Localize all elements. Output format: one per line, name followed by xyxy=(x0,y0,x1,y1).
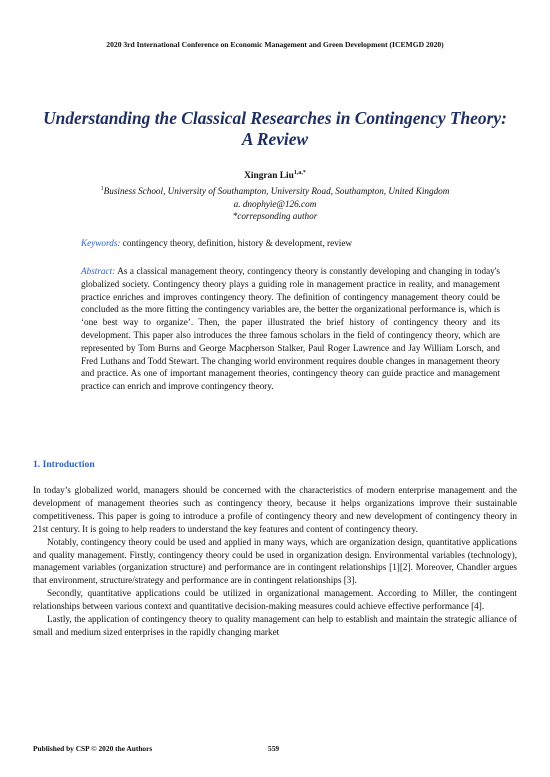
abstract-text: As a classical management theory, contingency theory is constantly developing and changing in today's globalized society. Contingency theory plays a guiding role in management practice in reality, and management practice enriches and improves contingency theory. The definition of contingency management theory could be concluded as the more fitting the contingency variables are, the better the organizational performance is, which is ‘one best way to organize’. Then, the paper illustrated the brief history of contingency theory and its development. This paper also introduces the three famous scholars in the field of contingency theory, which are represented by Tom Burns and George Macpherson Stalker, Paul Roger Lawrence and Jay William Lorsch, and Fred Luthans and Todd Stewart. The changing world environment requires double changes in management theory and practice. As one of important management theories, contingency theory can guide practice and management practice can enrich and improve contingency theory. xyxy=(81,266,500,392)
corresponding-note: *correpsonding author xyxy=(232,211,318,222)
abstract-label: Abstract: xyxy=(81,266,116,276)
affiliation-block xyxy=(0,183,550,223)
author-name: Xingran Liu xyxy=(244,171,294,182)
section-heading-introduction: 1. Introduction xyxy=(33,459,95,470)
page-number: 559 xyxy=(268,744,280,753)
body-paragraph: Secondly, quantitative applications could be utilized in organizational management. According to Miller, the contingent relationships between various context and quantitative decision-making measures could achieve effective performance [4]. xyxy=(33,588,517,612)
body-paragraph: Notably, contingency theory could be used and applied in many ways, which are organization design, quantitative applications and quality management. Firstly, contingency theory could be used in organization design. Environmental variables (technology), management variables (organization structure) and performance are in contingent relationships [1][2]. Moreover, Chandler argues that environment, structure/strategy and performance are in contingent relationships [3]. xyxy=(33,536,517,586)
paper-title: Understanding the Classical Researches in Contingency Theory: A Review xyxy=(43,108,507,149)
affiliation-superscript: 1 xyxy=(100,186,104,192)
keywords-label: Keywords: xyxy=(81,238,121,248)
affiliation-line xyxy=(0,183,550,198)
body-paragraph: In today’s globalized world, managers should be concerned with the characteristics of modern enterprise management and the development of management theories such as contingency theory, because it helps organizations improve their sustainable competitiveness. This paper is going to introduce a profile of contingency theory and new development of contingency theory in 21st century. It is going to help readers to understand the key features and content of contingency theory. xyxy=(33,485,517,534)
keywords-text: contingency theory, definition, history & development, review xyxy=(122,238,353,248)
abstract-block xyxy=(81,265,500,393)
author-superscript: 1,a,* xyxy=(293,170,306,176)
affiliation-text: Business School, University of Southampton, University Road, Southampton, United Kingdom xyxy=(103,186,450,197)
keywords-line xyxy=(81,238,501,248)
author-line xyxy=(0,170,550,181)
conference-header: 2020 3rd International Conference on Economic Management and Green Development (ICEMGD 2020) xyxy=(106,40,444,49)
introduction-body xyxy=(33,484,517,639)
publisher-footer: Published by CSP © 2020 the Authors xyxy=(33,744,153,753)
author-email: a. dnophyie@126.com xyxy=(233,198,317,209)
body-paragraph: Lastly, the application of contingency theory to quality management can help to establish and maintain the strategic alliance of small and medium sized enterprises in the rapidly changing market xyxy=(33,614,517,637)
